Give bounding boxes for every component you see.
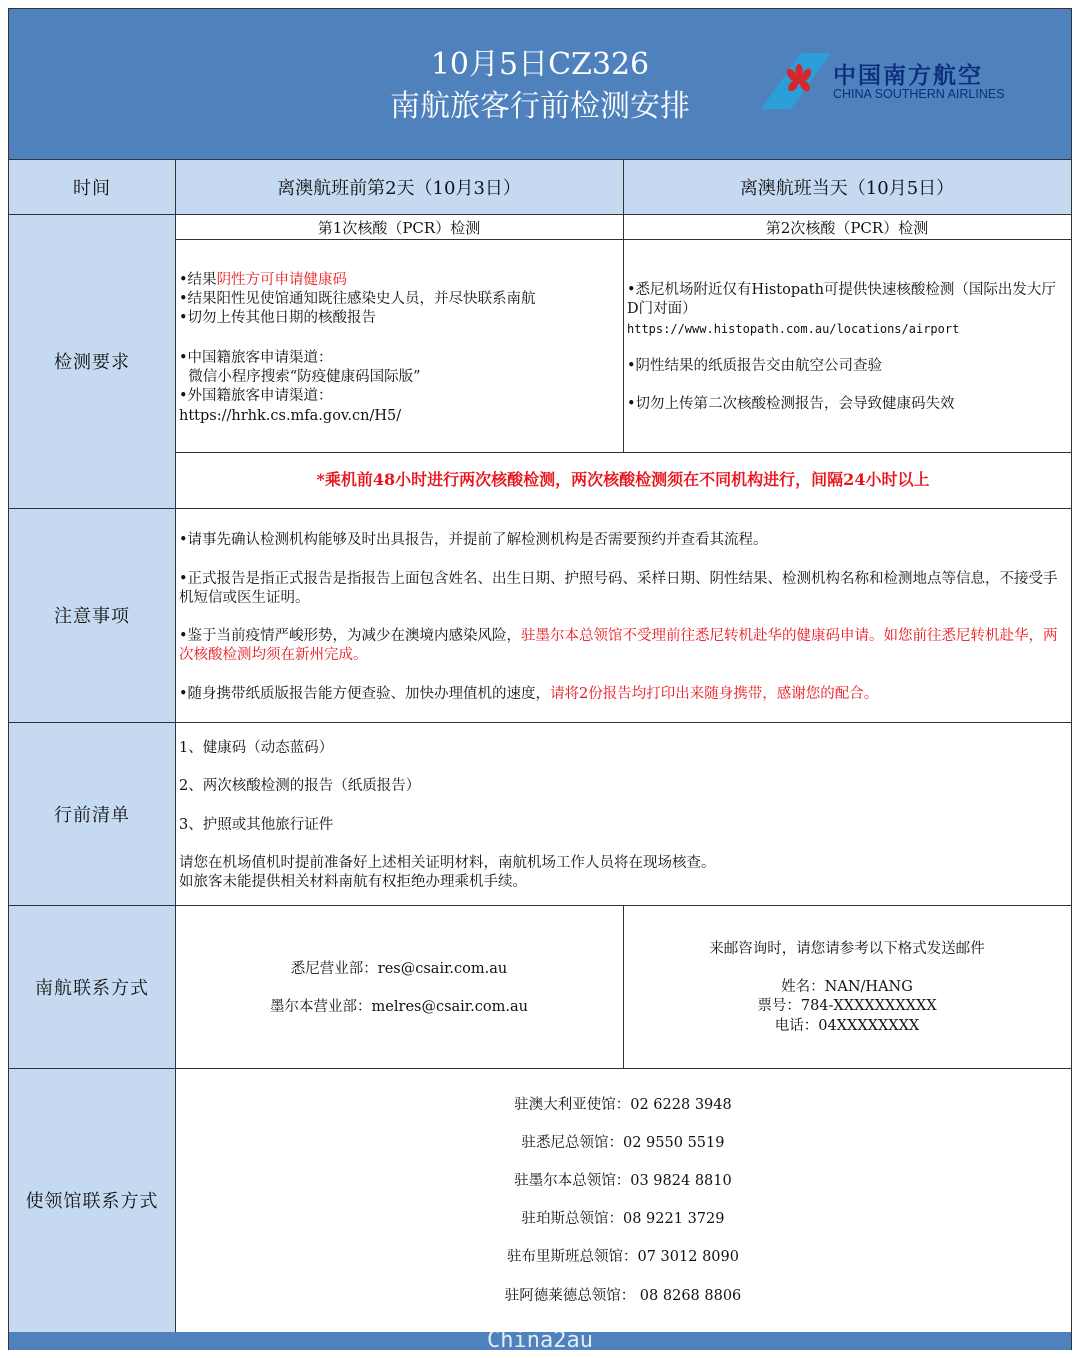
req2-line-2: •阴性结果的纸质报告交由航空公司查验 [627,358,883,374]
title-banner [9,9,1071,160]
document-page [8,8,1072,1350]
second-pcr-subheader: 第2次核酸（PCR）检测 [765,218,929,237]
req1-line-3: •切勿上传其他日期的核酸报告 [179,310,377,326]
row-divider [9,1068,1071,1069]
column-divider [175,160,176,1332]
time-label: 时间 [73,178,111,199]
consulates-label: 使领馆联系方式 [25,1191,159,1212]
note-1: •请事先确认检测机构能够及时出具报告，并提前了解检测机构是否需要预约并查看其流程。 [179,532,768,548]
req1-line-1: •结果阴性方可申请健康码 [179,272,348,288]
note-3: •鉴于当前疫情严峻形势，为减少在澳境内感染风险，驻墨尔本总领馆不受理前往悉尼转机赴华的健康码申请。如您前往悉尼转机赴华，两次核酸检测均须在新州完成。 [179,628,1058,663]
req2-line-1: •悉尼机场附近仅有Histopath可提供快速核酸检测（国际出发大厅D门对面） [627,282,1056,317]
title-line-2: 南航旅客行前检测安排 [390,89,690,124]
first-pcr-subheader: 第1次核酸（PCR）检测 [317,218,481,237]
checklist-note-2: 如旅客未能提供相关材料南航有权拒绝办理乘机手续。 [179,874,527,890]
test-requirements-label: 检测要求 [54,352,130,373]
checklist-note-1: 请您在机场值机时提前准备好上述相关证明材料，南航机场工作人员将在现场核查。 [179,855,716,871]
logo-chinese-text: 中国南方航空 [833,63,983,89]
column-divider [623,160,624,452]
req1-line-6: •外国籍旅客申请渠道： [179,388,333,404]
china-southern-logo [761,53,1021,109]
column-header-oct3: 离澳航班前第2天（10月3日） [277,178,521,199]
consulate-melbourne: 驻墨尔本总领馆：03 9824 8810 [514,1173,732,1189]
watermark: China2au [487,1328,593,1353]
req1-line-2: •结果阳性见使馆通知既往感染史人员，并尽快联系南航 [179,291,536,307]
column-header-oct5: 离澳航班当天（10月5日） [739,178,955,199]
row-divider [175,452,1071,453]
row-divider [9,214,1071,215]
req1-line-4: •中国籍旅客申请渠道： [179,350,333,366]
melbourne-office-email[interactable]: 墨尔本营业部：melres@csair.com.au [270,999,528,1015]
checklist-item-2: 2、两次核酸检测的报告（纸质报告） [179,778,421,794]
note-2: •正式报告是指正式报告是指报告上面包含姓名、出生日期、护照号码、采样日期、阴性结果、检测机构名称和检测地点等信息，不接受手机短信或医生证明。 [179,571,1058,606]
note-4: •随身携带纸质版报告能方便查验、加快办理值机的速度，请将2份报告均打印出来随身携带，感谢您的配合。 [179,686,879,702]
req1-line-5: 微信小程序搜索“防疫健康码国际版” [179,369,421,385]
notes-label: 注意事项 [54,606,130,627]
checklist-item-1: 1、健康码（动态蓝码） [179,740,334,756]
checklist-item-3: 3、护照或其他旅行证件 [179,817,334,833]
kapok-flower-icon [761,53,831,109]
row-divider [9,905,1071,906]
mail-format-ticket: 票号：784-XXXXXXXXXX [757,998,937,1014]
mail-format-intro: 来邮咨询时，请您请参考以下格式发送邮件 [709,941,985,957]
row-divider [9,722,1071,723]
logo-english-text: CHINA SOUTHERN AIRLINES [833,87,1005,101]
mail-format-name: 姓名：NAN/HANG [781,979,913,995]
histopath-link[interactable]: https://www.histopath.com.au/locations/airport [627,322,960,336]
mail-format-phone: 电话：04XXXXXXXX [774,1018,920,1034]
consulate-perth: 驻珀斯总领馆：08 9221 3729 [521,1211,725,1227]
req2-line-3: •切勿上传第二次核酸检测报告，会导致健康码失效 [627,396,955,412]
pcr-timing-notice: *乘机前48小时进行两次核酸检测，两次核酸检测须在不同机构进行，间隔24小时以上 [316,470,930,489]
consulate-canberra: 驻澳大利亚使馆：02 6228 3948 [514,1097,732,1113]
contact-label: 南航联系方式 [35,977,149,999]
sydney-office-email[interactable]: 悉尼营业部：res@csair.com.au [290,961,508,977]
consulate-brisbane: 驻布里斯班总领馆：07 3012 8090 [507,1249,739,1265]
title-line-1: 10月5日CZ326 [430,47,650,82]
consulate-adelaide: 驻阿德莱德总领馆： 08 8268 8806 [504,1288,742,1304]
checklist-label: 行前清单 [54,804,130,826]
consulate-sydney: 驻悉尼总领馆：02 9550 5519 [521,1135,725,1151]
row-divider [9,508,1071,509]
foreign-application-link[interactable]: https://hrhk.cs.mfa.gov.cn/H5/ [179,408,402,424]
